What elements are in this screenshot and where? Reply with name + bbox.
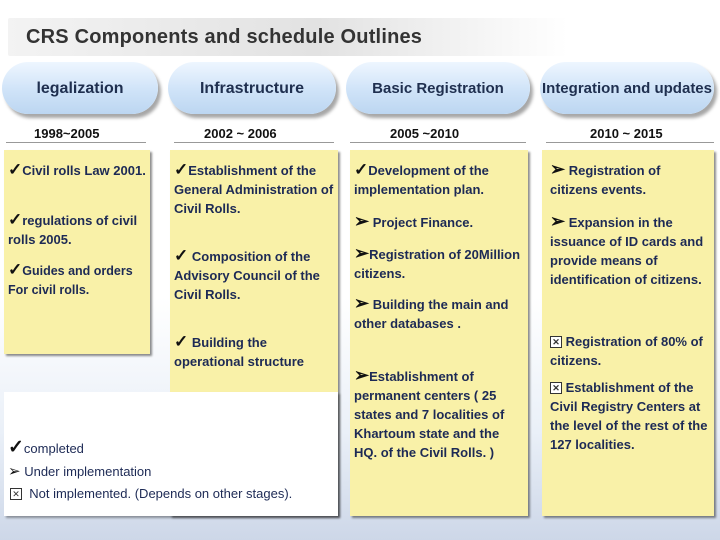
period-integration: 2010 ~ 2015 (590, 126, 663, 141)
list-item: ➢Establishment of permanent centers ( 25 states and 7 localities of Khartoum state and the HQ. of the Civil Rolls. ) (354, 365, 505, 460)
legend-under-implementation: ➢ Under implementation (8, 463, 152, 480)
checkmark-icon: ✓ (174, 160, 189, 179)
list-item: ✓ Building the operational structure (174, 332, 305, 369)
arrow-right-icon: ➢ (354, 211, 370, 231)
divider (546, 142, 714, 143)
phase-legalization: legalization (2, 62, 158, 114)
x-box-icon: ✕ (550, 382, 562, 394)
integration-column (542, 150, 714, 516)
checkmark-icon: ✓ (174, 246, 189, 265)
period-infrastructure: 2002 ~ 2006 (204, 126, 277, 141)
list-item: ✕ Establishment of the Civil Registry Centers at the level of the rest of the 127 localities. (550, 380, 708, 452)
period-legalization: 1998~2005 (34, 126, 100, 141)
list-item: ➢ Expansion in the issuance of ID cards and provide means of identification of citizens. (550, 211, 704, 287)
period-basic-registration: 2005 ~2010 (390, 126, 460, 141)
list-item: ➢Registration of 20Million citizens. (354, 243, 521, 281)
basic-registration-column (350, 150, 528, 516)
list-item: ➢ Building the main and other databases . (354, 293, 509, 331)
list-item: ✓ Composition of the Advisory Council of the Civil Rolls. (174, 246, 320, 302)
divider (6, 142, 146, 143)
checkmark-icon: ✓ (8, 437, 24, 458)
legalization-column (4, 150, 150, 354)
arrow-right-icon: ➢ (550, 159, 566, 179)
arrow-right-icon: ➢ (354, 243, 370, 263)
x-box-icon: ✕ (550, 336, 562, 348)
list-item: ✓regulations of civil rolls 2005. (8, 210, 138, 247)
divider (174, 142, 334, 143)
list-item: ✕ Registration of 80% of citizens. (550, 334, 703, 368)
list-item: ➢ Project Finance. (354, 211, 474, 231)
phase-integration: Integration and updates (540, 62, 714, 114)
legend (4, 392, 338, 516)
phase-infrastructure: Infrastructure (168, 62, 336, 114)
checkmark-icon: ✓ (354, 160, 369, 179)
legend-completed: ✓completed (8, 437, 84, 458)
list-item: ✓Civil rolls Law 2001. (8, 160, 146, 179)
list-item: ✓Establishment of the General Administration of Civil Rolls. (174, 160, 334, 216)
legend-not-implemented: ✕ Not implemented. (Depends on other stages). (10, 486, 292, 501)
phase-basic-registration: Basic Registration (346, 62, 530, 114)
arrow-right-icon: ➢ (354, 293, 370, 313)
list-item: ➢ Registration of citizens events. (550, 159, 661, 197)
list-item: ✓Development of the implementation plan. (354, 160, 489, 197)
checkmark-icon: ✓ (8, 210, 23, 229)
page-title: CRS Components and schedule Outlines (26, 26, 423, 48)
arrow-right-icon: ➢ (354, 365, 370, 385)
checkmark-icon: ✓ (8, 260, 23, 279)
x-box-icon: ✕ (10, 488, 22, 500)
arrow-right-icon: ➢ (8, 463, 21, 480)
arrow-right-icon: ➢ (550, 211, 566, 231)
divider (350, 142, 526, 143)
checkmark-icon: ✓ (8, 160, 23, 179)
list-item: ✓Guides and orders For civil rolls. (8, 260, 133, 297)
checkmark-icon: ✓ (174, 332, 189, 351)
